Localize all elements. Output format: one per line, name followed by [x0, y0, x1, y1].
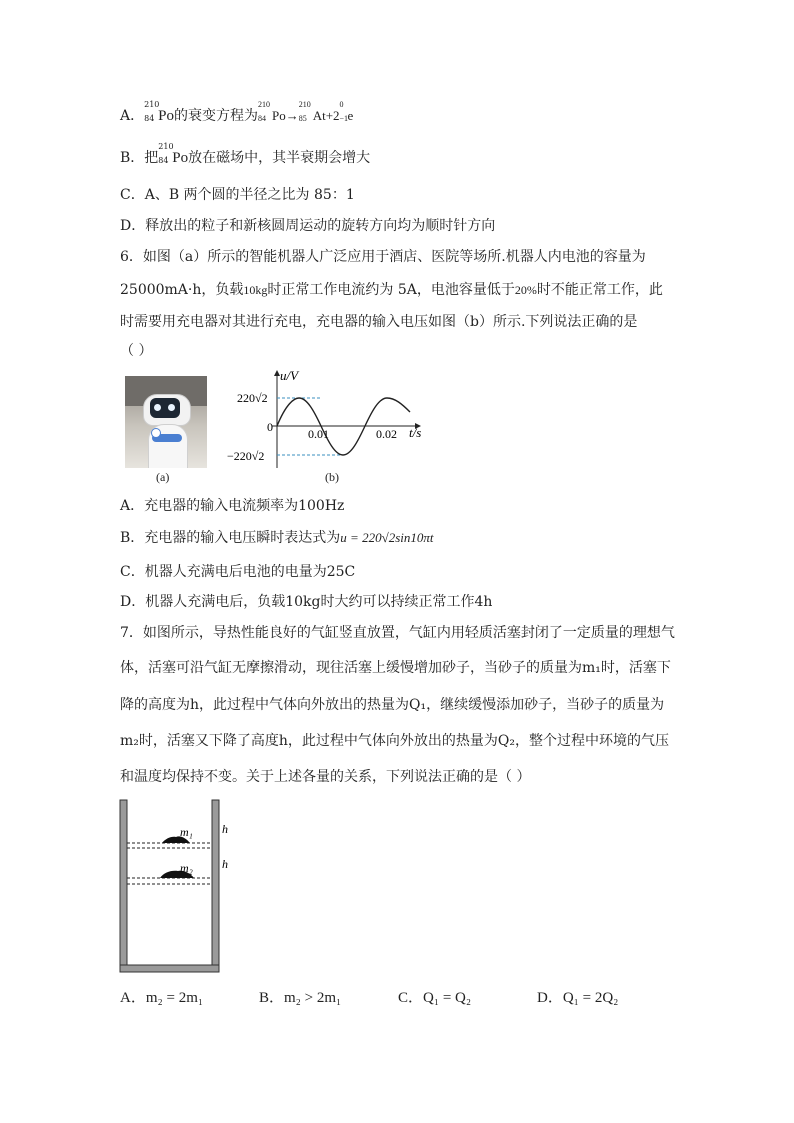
cylinder-left-wall: [120, 800, 127, 972]
y-axis-label: u/V: [280, 368, 299, 383]
q6-option-d: D．机器人充满电后，负载10kg时大约可以持续正常工作4h: [120, 594, 493, 610]
label-h2: h: [222, 857, 228, 871]
x-tick-001: 0.01: [308, 427, 329, 441]
q6-option-c: C．机器人充满电后电池的电量为25C: [120, 564, 356, 580]
q7-choice-c: C．Q₁ = Q₂: [398, 990, 472, 1006]
voltage-graph: [222, 368, 422, 478]
q7-choice-a: A．m₂ = 2m₁: [120, 990, 204, 1006]
q7-stem-line2: 体，活塞可沿气缸无摩擦滑动，现往活塞上缓慢增加砂子，当砂子的质量为m₁时，活塞下: [120, 660, 671, 676]
label-m2: m₂: [180, 861, 193, 875]
cylinder-bottom: [120, 965, 219, 972]
label-h1: h: [222, 822, 228, 836]
y-max-label: 220√2: [237, 391, 268, 405]
q7-choice-d: D．Q₁ = 2Q₂: [537, 990, 619, 1006]
q7-stem-line3: 降的高度为h，此过程中气体向外放出的热量为Q₁，继续缓慢添加砂子，当砂子的质量为: [120, 697, 665, 713]
x-tick-002: 0.02: [376, 427, 397, 441]
q6-option-a: A．充电器的输入电流频率为100Hz: [120, 498, 345, 514]
fig-b-label: (b): [325, 470, 339, 484]
q6-stem-line1: 6．如图（a）所示的智能机器人广泛应用于酒店、医院等场所.机器人内电池的容量为: [120, 249, 646, 265]
y-min-label: −220√2: [227, 449, 265, 463]
q7-choice-b: B．m₂ > 2m₁: [259, 990, 342, 1006]
q7-stem-line1: 7．如图所示，导热性能良好的气缸竖直放置，气缸内用轻质活塞封闭了一定质量的理想气: [120, 625, 675, 641]
label-m1: m₁: [180, 825, 193, 839]
t-axis-label: t/s: [409, 425, 422, 440]
q7-stem-line4: m₂时，活塞又下降了高度h，此过程中气体向外放出的热量为Q₂，整个过程中环境的气压: [120, 733, 669, 749]
cylinder-figure: [118, 798, 248, 978]
q6-stem-line2: 25000mA·h，负载10kg时正常工作电流约为 5A，电池容量低于20%时不能正常工作，此: [120, 282, 663, 298]
fig-a-label: (a): [156, 470, 170, 484]
q5-option-b: B．把 210 84 Po放在磁场中，其半衰期会增大: [120, 142, 371, 166]
cylinder-right-wall: [212, 800, 219, 972]
q7-stem-line5: 和温度均保持不变。关于上述各量的关系，下列说法正确的是（ ）: [120, 769, 531, 785]
q5-option-d: D．释放出的粒子和新核圆周运动的旋转方向均为顺时针方向: [120, 218, 496, 234]
robot-photo: [125, 376, 207, 468]
q5-option-c: C．A、B 两个圆的半径之比为 85：1: [120, 187, 355, 203]
q6-option-b: B．充电器的输入电压瞬时表达式为u = 220√2sin10πt: [120, 530, 434, 546]
q6-answer-paren: （ ）: [120, 343, 153, 359]
q6-stem-line3: 时需要用充电器对其进行充电，充电器的输入电压如图（b）所示.下列说法正确的是: [120, 314, 638, 330]
origin-label: 0: [267, 420, 273, 434]
q5-option-a: A． 210 84 Po的衰变方程为 210 84 Po→ 210 85 At+2 0 −1 e: [120, 100, 354, 124]
